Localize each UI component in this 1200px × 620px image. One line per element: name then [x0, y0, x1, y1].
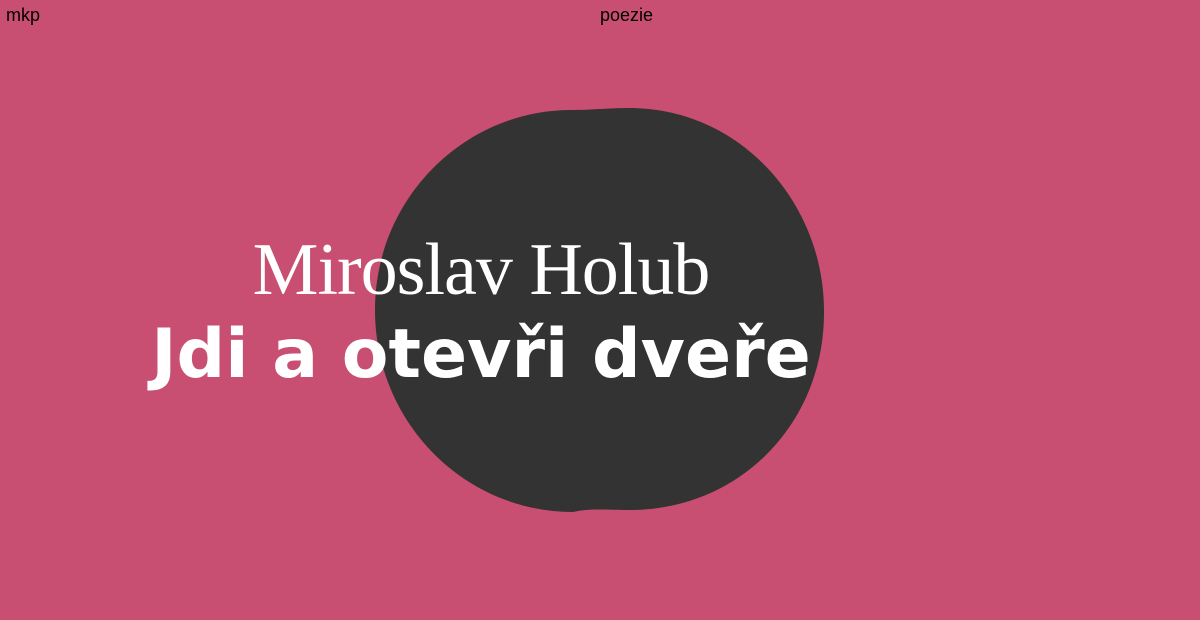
- category-label[interactable]: poezie: [600, 5, 654, 25]
- author-name: Miroslav Holub: [252, 229, 710, 311]
- book-title: Jdi a otevři dveře: [151, 315, 811, 394]
- publisher-mark[interactable]: mkp: [6, 5, 41, 25]
